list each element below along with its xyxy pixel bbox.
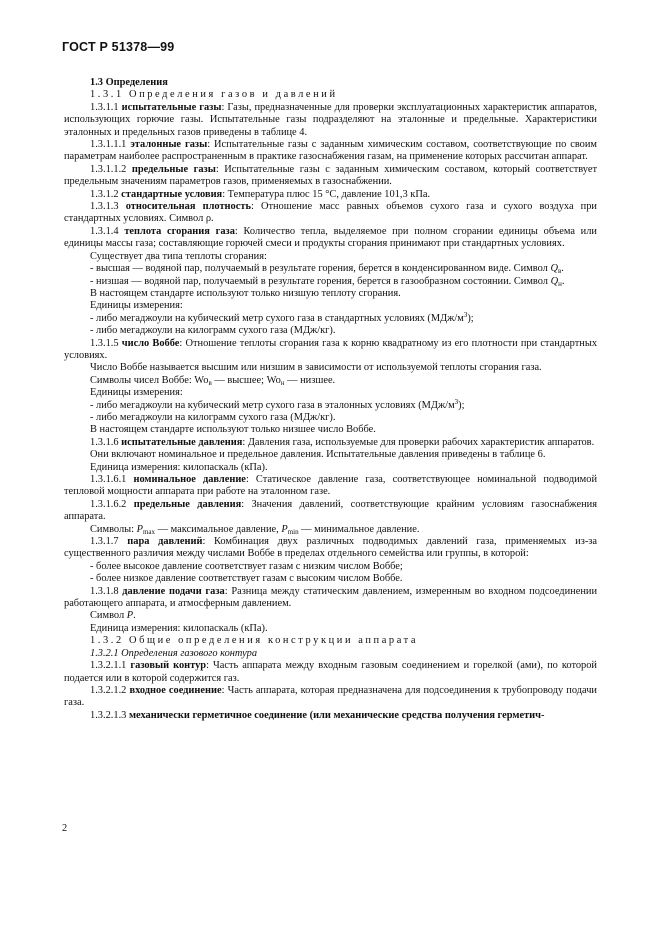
standard-designation: ГОСТ Р 51378—99 xyxy=(62,40,175,54)
list-item: - низшая — водяной пар, получаемый в результате горения, берется в газообразном состоянии. Символ $Q_н$. xyxy=(90,275,565,288)
list-item: - высшая — водяной пар, получаемый в результате горения, берется в конденсированном виде. Символ $Q_в$. xyxy=(90,263,564,276)
section-title: 1.3 Определения xyxy=(90,77,168,88)
definition-paragraph: 1.3.1.2 стандартные условия: Температура плюс 15 °С, давление 101,3 кПа. xyxy=(90,188,431,200)
page-number: 2 xyxy=(62,823,68,834)
definition-paragraph: 1.3.1.6.2 предельные давления: Значения давлений, соответствующие крайним условиям газоснабжения аппарата. xyxy=(64,498,597,523)
definition-paragraph: 1.3.2.1.2 входное соединение: Часть аппарата, которая предназначена для подсоединения к трубопроводу подачи газа. xyxy=(64,684,597,709)
definition-paragraph: 1.3.2.1.3 механически герметичное соединение (или механические средства получения герметич- xyxy=(90,709,545,721)
body-text: Единицы измерения: xyxy=(90,300,183,312)
body-text: Символы: $P_{max}$ — максимальное давление, $P_{min}$ — минимальное давление. xyxy=(90,523,420,536)
definition-paragraph: 1.3.1.5 число Воббе: Отношение теплоты сгорания газа к корню квадратному из его плотности при стандартных условиях. xyxy=(64,337,598,361)
document-body xyxy=(64,77,597,722)
body-text: Единица измерения: килопаскаль (кПа). xyxy=(90,461,268,473)
definition-paragraph: 1.3.1.1.2 предельные газы: Испытательные газы с заданным химическим составом, который соответствует предельным значениям параметров газов, применяемых в газоснабжении. xyxy=(64,163,597,188)
list-item: - либо мегаджоули на кубический метр сухого газа в эталонных условиях $(МДж/м^3)$; xyxy=(90,397,465,411)
definition-paragraph: 1.3.2.1.1 газовый контур: Часть аппарата между входным газовым соединением и горелкой (ами), по которой подается или в которой содержится газ. xyxy=(64,660,597,684)
definition-paragraph: 1.3.1.1.1 эталонные газы: Испытательные газы с заданным химическим составом, соответствующие по своим параметрам наиболее распространенным в практике газоснабжения газам, на применение которых рассчитан аппарат. xyxy=(64,139,597,163)
body-text: Символы чисел Воббе: $Wo_в$ — высшее; $Wo_н$ — низшее. xyxy=(90,374,336,387)
subsection-heading: 1.3.2.1 Определения газового контура xyxy=(90,647,258,659)
body-text: Число Воббе называется высшим или низшим в зависимости от используемой теплоты сгорания газа. xyxy=(90,362,542,374)
definition-paragraph: 1.3.1.3 относительная плотность: Отношение масс равных объемов сухого газа и сухого воздуха при стандартных условиях. Символ ρ. xyxy=(64,201,597,225)
body-text: Единица измерения: килопаскаль (кПа). xyxy=(90,622,268,634)
body-text: В настоящем стандарте используют только низшую теплоту сгорания. xyxy=(90,287,401,299)
body-text: В настоящем стандарте используют только низшее число Воббе. xyxy=(90,424,376,436)
definition-paragraph: 1.3.1.6 испытательные давления: Давления газа, используемые для проверки рабочих характеристик аппаратов. xyxy=(90,436,595,448)
list-item: - либо мегаджоули на килограмм сухого газа (МДж/кг). xyxy=(90,325,336,337)
definition-paragraph: 1.3.1.8 давление подачи газа: Разница между статическим давлением, измеренным во входном подсоединении работающего аппарата, и атмосферным давлением. xyxy=(64,585,598,610)
body-text: Символ P. xyxy=(90,610,136,622)
list-item: - более высокое давление соответствует газам с низким числом Воббе; xyxy=(90,560,403,572)
list-item: - более низкое давление соответствует газам с высоким числом Воббе. xyxy=(90,573,403,585)
body-text: Существует два типа теплоты сгорания: xyxy=(90,250,267,262)
definition-paragraph: 1.3.1.4 теплота сгорания газа: Количество тепла, выделяемое при полном сгорании единицы объема или единицы массы газа; составляющие горючей смеси и продукты сгорания принимают при стандартных условиях. xyxy=(64,225,597,250)
list-item: - либо мегаджоули на килограмм сухого газа (МДж/кг). xyxy=(90,411,336,423)
list-item: - либо мегаджоули на кубический метр сухого газа в стандартных условиях $(МДж/м^3)$; xyxy=(90,310,474,324)
subsection-heading: 1.3.2 Общие определения конструкции аппарата xyxy=(90,635,419,647)
definition-paragraph: 1.3.1.1 испытательные газы: Газы, предназначенные для проверки эксплуатационных характеристик аппаратов, использующих горючие газы. Испытательные газы подразделяют на эталонные и предельные. Характеристики эталонных и предельных газов приведены в таблице 4. xyxy=(64,101,597,138)
definition-paragraph: 1.3.1.6.1 номинальное давление: Статическое давление газа, соответствующее номинальной подводимой тепловой мощности аппарата при работе на эталонном газе. xyxy=(64,474,598,498)
subsection-heading: 1.3.1 Определения газов и давлений xyxy=(90,89,338,101)
body-text: Они включают номинальное и предельное давления. Испытательные давления приведены в таблице 6. xyxy=(90,449,546,461)
body-text: Единицы измерения: xyxy=(90,387,183,399)
definition-paragraph: 1.3.1.7 пара давлений: Комбинация двух различных подводимых давлений газа, применяемых из-за существенного различия между числами Воббе в пределах отдельного семейства или группы, в которой: xyxy=(64,536,597,560)
